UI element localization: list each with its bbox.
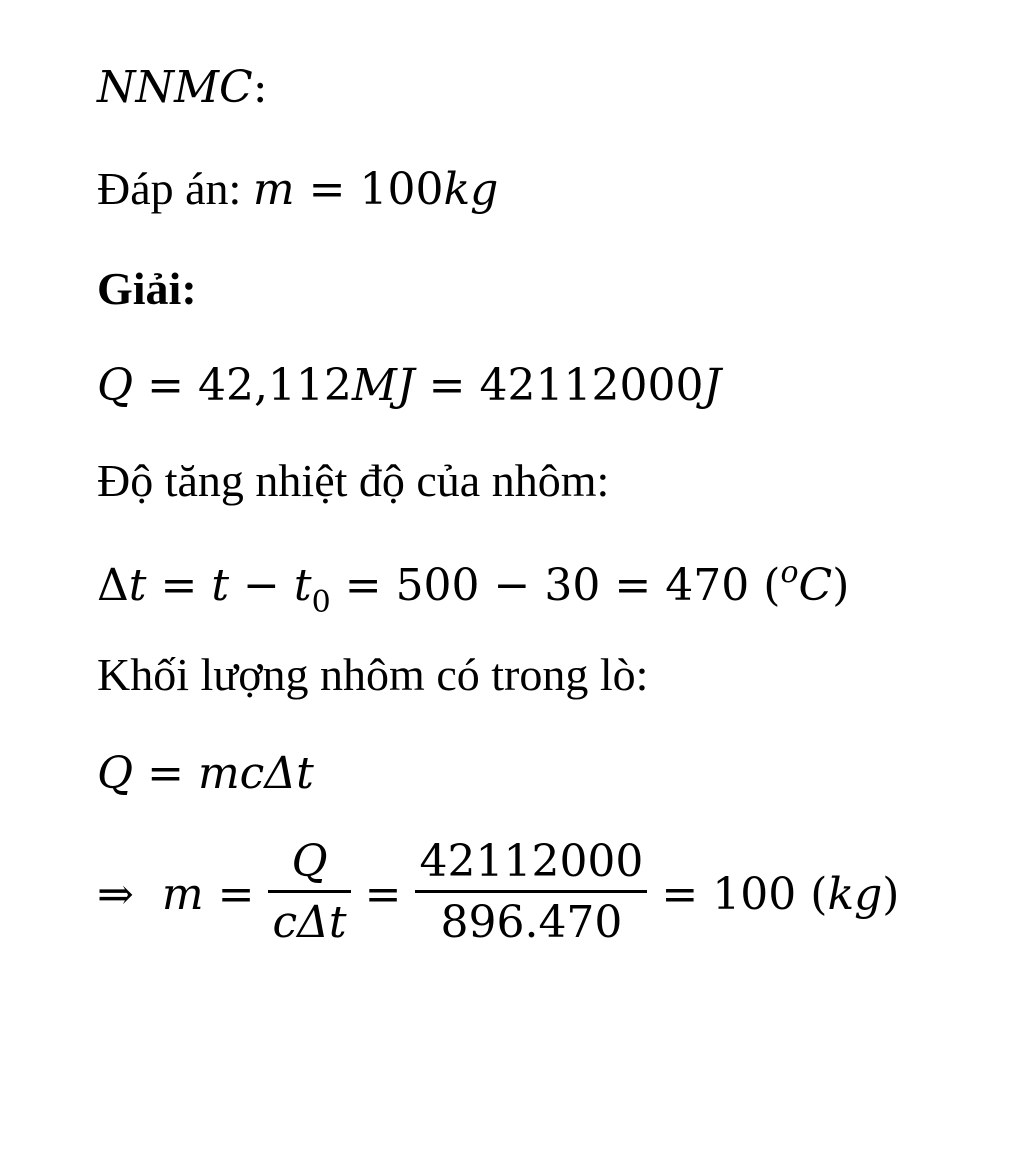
energy-eq1: = <box>147 360 184 411</box>
formula-rhs: mcΔt <box>197 748 314 799</box>
final-m: m <box>161 868 204 920</box>
frac1-denominator: cΔt <box>272 897 347 948</box>
temp-minus2: − <box>493 560 531 611</box>
temp-heading: Độ tăng nhiệt độ của nhôm: <box>97 455 610 506</box>
frac2-denominator: 896.470 <box>440 897 623 948</box>
frac1-numerator: Q <box>268 840 350 893</box>
energy-mj-value: 42,112 <box>197 360 352 411</box>
temp-t0: t <box>293 560 312 611</box>
temp-eq2: = <box>344 560 382 611</box>
temp-result: 470 <box>665 560 750 611</box>
fraction-numeric <box>415 836 647 948</box>
temp-v1: 500 <box>395 560 480 611</box>
energy-var: Q <box>97 360 134 411</box>
energy-j-unit: J <box>703 360 722 411</box>
header-colon: : <box>252 62 268 113</box>
temp-unit-close: ) <box>832 560 850 611</box>
energy-j-value: 42112000 <box>479 360 704 411</box>
formula-eq: = <box>147 748 184 799</box>
temp-unit-open: ( <box>763 560 781 611</box>
final-unit-open: ( <box>810 868 828 920</box>
answer-unit: kg <box>443 164 499 215</box>
temp-minus1: − <box>243 560 280 611</box>
temp-unit-c: C <box>798 560 833 611</box>
temp-eq3: = <box>614 560 652 611</box>
mass-heading: Khối lượng nhôm có trong lò: <box>97 649 649 700</box>
header-label: NNMC <box>97 62 253 113</box>
answer-var: m <box>252 164 295 215</box>
answer-eq: = <box>308 164 346 215</box>
solution-heading: Giải: <box>97 263 197 314</box>
frac2-numerator: 42112000 <box>415 840 647 893</box>
formula-line <box>97 748 314 799</box>
fraction-q-over-cdt <box>268 836 350 948</box>
answer-value: 100 <box>359 164 444 215</box>
answer-line <box>97 163 499 215</box>
temp-v2: 30 <box>544 560 601 611</box>
delta-symbol: Δ <box>97 560 129 611</box>
temp-equation <box>97 555 850 620</box>
formula-q: Q <box>97 748 134 799</box>
answer-prefix: Đáp án: <box>97 163 242 214</box>
temp-sub0: 0 <box>311 585 331 620</box>
final-eq1: = <box>217 868 255 920</box>
degree-symbol: o <box>780 555 799 590</box>
final-unit: kg <box>827 868 883 920</box>
energy-mj-unit: MJ <box>351 360 415 411</box>
header-line <box>97 62 268 113</box>
final-eq3: = <box>661 868 699 920</box>
final-equation <box>97 836 900 948</box>
energy-eq2: = <box>428 360 466 411</box>
temp-t2: t <box>211 560 230 611</box>
final-unit-close: ) <box>882 868 900 920</box>
temp-t: t <box>128 560 147 611</box>
implies-symbol: ⇒ <box>97 868 134 920</box>
final-result: 100 <box>712 868 797 920</box>
final-eq2: = <box>364 868 402 920</box>
energy-line <box>97 360 722 411</box>
temp-eq1: = <box>160 560 198 611</box>
